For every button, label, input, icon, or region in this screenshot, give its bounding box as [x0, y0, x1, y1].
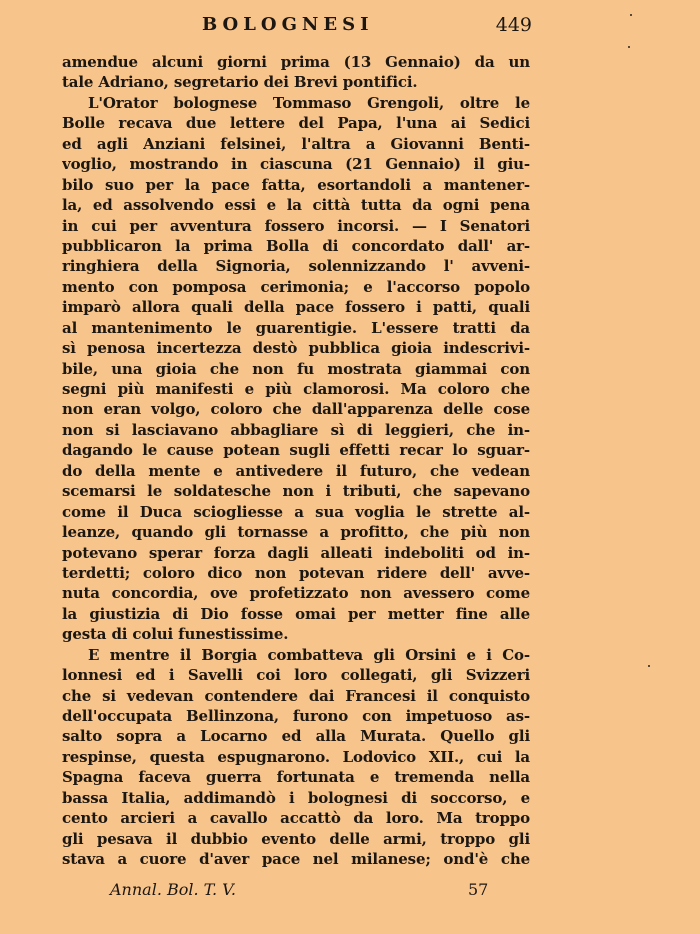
text-line: bassa Italia, addimandò i bolognesi di soccorso, e	[62, 788, 530, 807]
text-line: cento arcieri a cavallo accattò da loro. Ma troppo	[62, 809, 530, 828]
text-line: potevano sperar forza dagli alleati indeboliti od in-	[62, 543, 530, 562]
text-line: segni più manifesti e più clamorosi. Ma coloro che	[62, 380, 530, 398]
paper-speck	[628, 46, 630, 48]
text-line: bile, una gioia che non fu mostrata giammai con	[62, 359, 530, 378]
text-line: bilo suo per la pace fatta, esortandoli a mantener-	[62, 175, 530, 194]
text-line: Bolle recava due lettere del Papa, l'una ai Sedici	[62, 114, 530, 133]
text-line: gli pesava il dubbio evento delle armi, troppo gli	[62, 829, 530, 848]
text-line: L'Orator bolognese Tommaso Grengoli, oltre le	[88, 93, 530, 112]
body-text	[62, 52, 530, 870]
text-line: respinse, questa espugnarono. Lodovico XII., cui la	[62, 747, 530, 766]
text-line: come il Duca sciogliesse a sua voglia le strette al-	[62, 502, 530, 521]
text-line: pubblicaron la prima Bolla di concordato dall' ar-	[62, 236, 530, 255]
text-line: stava a cuore d'aver pace nel milanese; ond'è che	[62, 850, 530, 869]
text-line: nuta concordia, ove profetizzato non avessero come	[62, 584, 530, 603]
text-line: che si vedevan contendere dai Francesi il conquisto	[62, 686, 530, 705]
text-line: scemarsi le soldatesche non i tributi, che sapevano	[62, 482, 530, 501]
text-line: voglio, mostrando in ciascuna (21 Gennaio) il giu-	[62, 155, 530, 174]
text-line: terdetti; coloro dico non potevan ridere dell' avve-	[62, 563, 530, 582]
running-head: BOLOGNESI	[202, 14, 374, 35]
text-line: amendue alcuni giorni prima (13 Gennaio) da un	[62, 53, 530, 71]
text-line: ringhiera della Signoria, solennizzando l' avveni-	[62, 257, 530, 276]
page-footer	[62, 876, 532, 906]
footer-signature-number: 57	[468, 880, 489, 899]
text-line: do della mente e antivedere il futuro, che vedean	[62, 461, 530, 480]
text-line: la giustizia di Dio fosse omai per metter fine alle	[62, 604, 530, 623]
text-line: tale Adriano, segretario dei Brevi pontifici.	[62, 73, 418, 92]
text-line: dell'occupata Bellinzona, furono con impetuoso as-	[62, 707, 530, 725]
text-line: E mentre il Borgia combatteva gli Orsini e i Co-	[88, 645, 530, 664]
paper-speck	[630, 14, 632, 16]
text-line: sì penosa incertezza destò pubblica gioia indescrivi-	[62, 339, 530, 358]
text-line: imparò allora quali della pace fossero i patti, quali	[62, 298, 530, 317]
text-line: non eran volgo, coloro che dall'apparenza delle cose	[62, 400, 530, 419]
text-line: gesta di colui funestissime.	[62, 625, 289, 644]
footer-signature: Annal. Bol. T. V.	[110, 880, 237, 899]
text-line: mento con pomposa cerimonia; e l'accorso popolo	[62, 277, 530, 296]
text-line: salto sopra a Locarno ed alla Murata. Quello gli	[62, 727, 530, 746]
text-line: la, ed assolvendo essi e la città tutta da ogni pena	[62, 196, 530, 215]
text-line: dagando le cause potean sugli effetti recar lo sguar-	[62, 441, 530, 460]
text-line: leanze, quando gli tornasse a profitto, che più non	[62, 523, 530, 542]
text-line: lonnesi ed i Savelli coi loro collegati, gli Svizzeri	[62, 666, 530, 685]
text-line: al mantenimento le guarentigie. L'essere tratti da	[62, 318, 530, 337]
page-header	[62, 14, 532, 48]
text-line: Spagna faceva guerra fortunata e tremenda nella	[62, 768, 530, 787]
paper-speck	[648, 665, 650, 667]
page-number: 449	[495, 14, 532, 36]
text-line: ed agli Anziani felsinei, l'altra a Giovanni Benti-	[62, 134, 530, 153]
text-line: non si lasciavano abbagliare sì di leggieri, che in-	[62, 420, 530, 439]
text-line: in cui per avventura fossero incorsi. — I Senatori	[62, 216, 530, 235]
